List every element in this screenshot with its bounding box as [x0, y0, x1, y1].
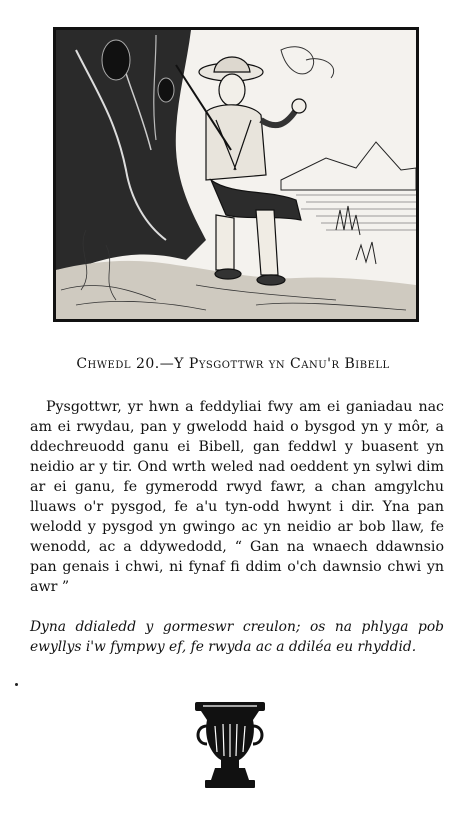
engraving-illustration	[53, 27, 419, 322]
fable-body	[30, 397, 444, 597]
print-speck	[15, 683, 18, 686]
heading-dash: —	[159, 356, 175, 372]
fable-number: Chwedl 20.	[76, 356, 160, 372]
moral-paragraph: Dyna ddialedd y gormeswr creulon; os na phlyga pob ewyllys i'w fympwy ef, fe rwyda ac a ddiléa eu rhyddid.	[30, 619, 444, 655]
urn-icon	[193, 700, 267, 792]
fable-paragraph: Pysgottwr, yr hwn a feddyliai fwy am ei ganiadau nac am ei rwydau, pan y gwelodd haid o bysgod yn y môr, a ddechreuodd ganu ei Bibell, gan feddwl y buasent yn neidio ar y tir. Ond wrth weled nad oeddent yn sylwi dim ar ei ganu, fe gymerodd rwyd fawr, a chan amgylchu lluaws o'r pysgod, fe a'u tyn-odd hwynt i dir. Yna pan welodd y pysgod yn gwingo ac yn neidio ar bob llaw, fe wenodd, ac a ddywedodd, “ Gan na wnaech ddawnsio pan genais i chwi, ni fynaf fi ddim o'ch dawnsio chwi yn awr ”	[30, 399, 444, 595]
fable-heading	[0, 356, 466, 372]
fisherman-engraving	[56, 30, 416, 319]
fable-title: Y Pysgottwr yn Canu'r Bibell	[174, 356, 390, 372]
fable-moral	[30, 617, 444, 657]
